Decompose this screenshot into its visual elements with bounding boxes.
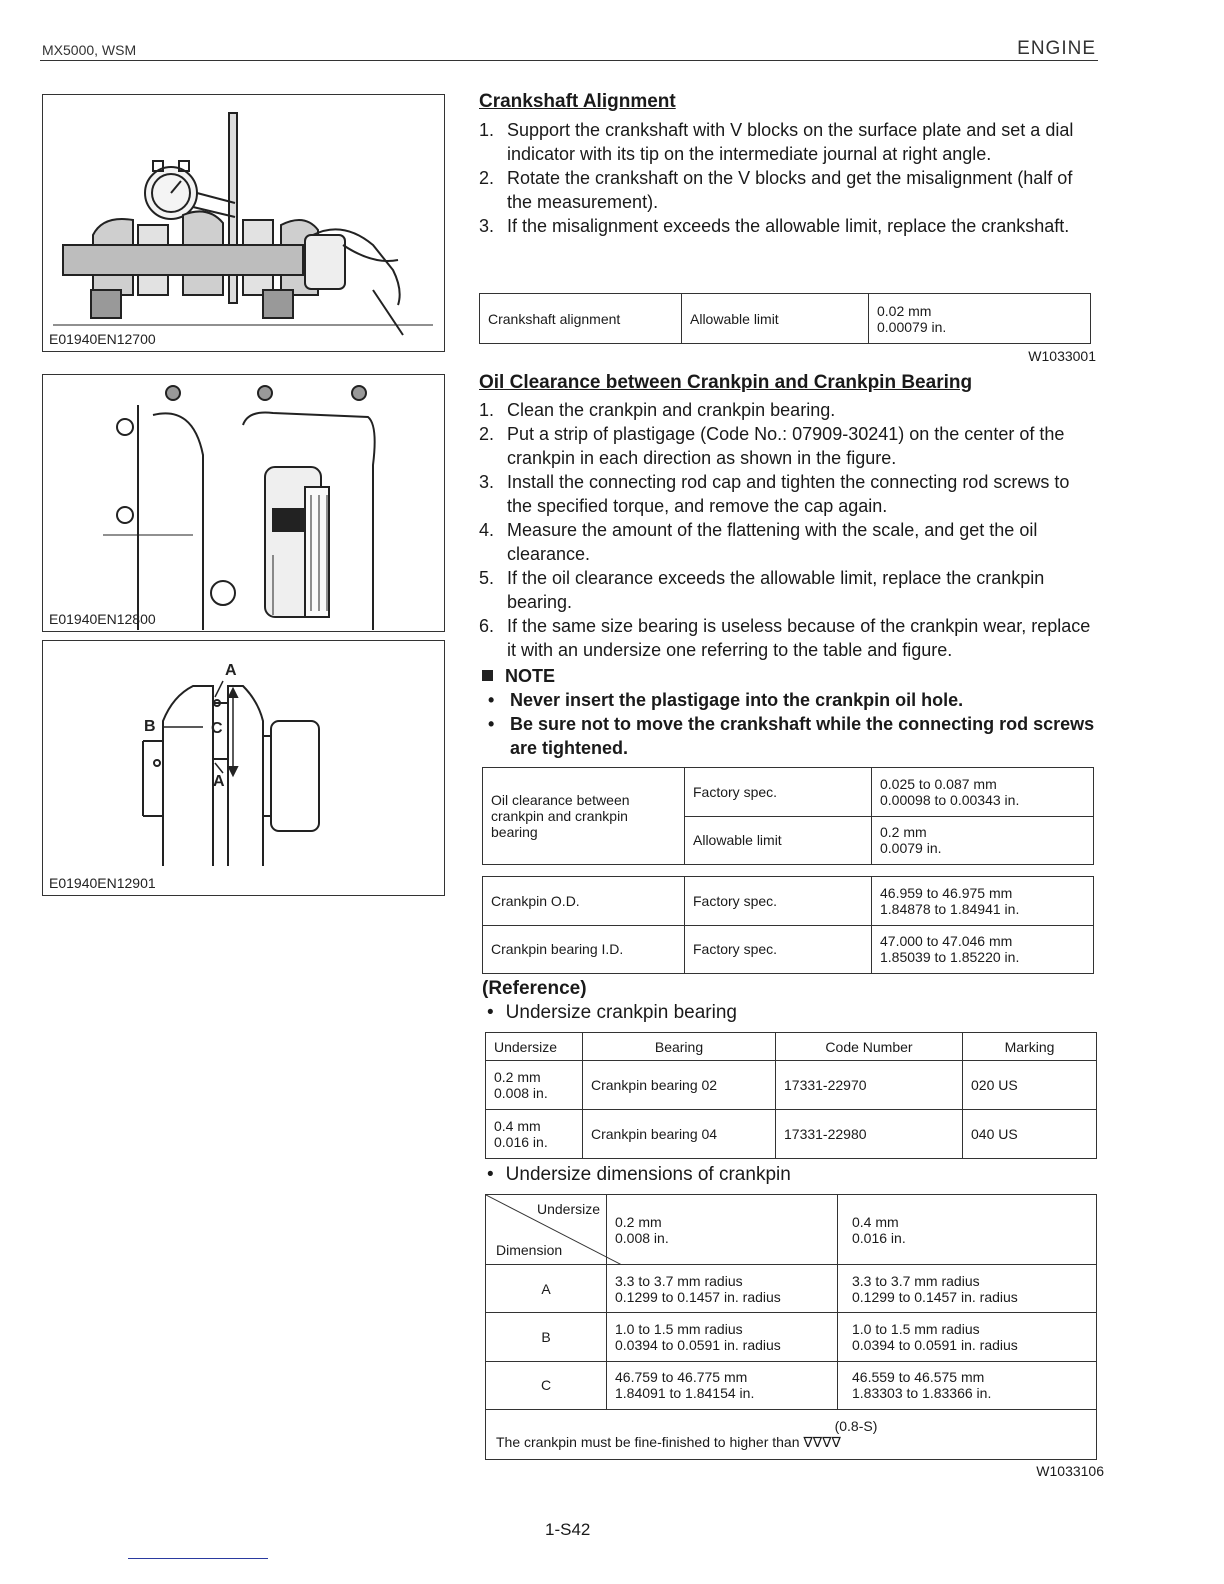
spec-value: 46.959 to 46.975 mm 1.84878 to 1.84941 in.: [872, 877, 1094, 926]
table-row: 0.4 mm 0.016 in. Crankpin bearing 04 17331-22980 040 US: [486, 1110, 1097, 1159]
note-item: • Never insert the plastigage into the crankpin oil hole.: [482, 688, 1102, 712]
spec-value: 0.2 mm 0.0079 in.: [872, 816, 1094, 865]
bullet-undersize-dimensions: • Undersize dimensions of crankpin: [487, 1164, 791, 1186]
step-item: 4. Measure the amount of the flattening with the scale, and get the oil clearance.: [479, 520, 1038, 564]
section-code: W1033106: [1036, 1463, 1104, 1479]
crankpin-spec-table: [482, 876, 1094, 974]
figure-crankshaft-alignment: [42, 94, 445, 352]
spec-type: Allowable limit: [682, 294, 869, 344]
step-item: 5. If the oil clearance exceeds the allowable limit, replace the crankpin bearing.: [479, 568, 1045, 612]
finish-note: The crankpin must be fine-finished to higher than ∇∇∇∇: [496, 1434, 841, 1450]
figure-plastigage: [42, 374, 445, 632]
spec-type: Allowable limit: [685, 816, 872, 865]
column-header: Code Number: [776, 1033, 963, 1061]
figure-crankpin-dimensions: [42, 640, 445, 896]
figure-code: E01940EN12700: [49, 331, 156, 347]
square-bullet-icon: [482, 670, 493, 681]
corner-cell: Undersize Dimension: [486, 1195, 607, 1265]
note-list: [482, 688, 1102, 760]
figure-code: E01940EN12901: [49, 875, 156, 891]
spec-item: Oil clearance between crankpin and crankpin bearing: [483, 768, 685, 865]
crankshaft-dial-illustration: [43, 95, 444, 351]
step-item: 1. Support the crankshaft with V blocks on the surface plate and set a dial indicator with its tip on the intermediate journal at right angle.: [479, 120, 1074, 164]
section-title-alignment: Crankshaft Alignment: [479, 91, 676, 112]
column-header: Marking: [963, 1033, 1097, 1061]
step-item: 2. Put a strip of plastigage (Code No.: 07909-30241) on the center of the crankpin in each direction as shown in the figure.: [479, 424, 1065, 468]
table-footer-row: [486, 1410, 1097, 1460]
label-c: C: [211, 720, 223, 737]
crankpin-dimension-illustration: [43, 641, 444, 895]
table-row: 0.2 mm 0.008 in. Crankpin bearing 02 17331-22970 020 US: [486, 1061, 1097, 1110]
column-header: Bearing: [583, 1033, 776, 1061]
table-row: B 1.0 to 1.5 mm radius 0.0394 to 0.0591 in. radius 1.0 to 1.5 mm radius 0.0394 to 0.0591 in. radius: [486, 1313, 1097, 1361]
spec-value: 47.000 to 47.046 mm 1.85039 to 1.85220 in.: [872, 925, 1094, 974]
oil-clearance-spec-table: [482, 767, 1094, 865]
section-code: W1033001: [1028, 348, 1096, 364]
step-item: 3. If the misalignment exceeds the allowable limit, replace the crankshaft.: [479, 216, 1070, 236]
note-heading: NOTE: [482, 666, 555, 687]
alignment-steps: [479, 118, 1097, 238]
figure-code: E01940EN12800: [49, 611, 156, 627]
table-row: A 3.3 to 3.7 mm radius 0.1299 to 0.1457 in. radius 3.3 to 3.7 mm radius 0.1299 to 0.1457 in. radius: [486, 1265, 1097, 1313]
label-a-top: A: [225, 662, 237, 679]
step-item: 3. Install the connecting rod cap and tighten the connecting rod screws to the specified torque, and remove the cap again.: [479, 472, 1070, 516]
page-number: 1-S42: [545, 1520, 591, 1539]
spec-value: 0.02 mm 0.00079 in.: [869, 294, 1091, 344]
plastigage-illustration: [43, 375, 444, 631]
label-a-bottom: A: [213, 773, 225, 790]
spec-value: 0.025 to 0.087 mm 0.00098 to 0.00343 in.: [872, 768, 1094, 817]
column-header: Undersize: [486, 1033, 583, 1061]
surface-roughness: (0.8-S): [834, 1418, 878, 1434]
footer-rule: [128, 1558, 268, 1559]
spec-item: Crankshaft alignment: [480, 294, 682, 344]
undersize-bearing-table: [485, 1032, 1097, 1159]
note-item: • Be sure not to move the crankshaft while the connecting rod screws are tightened.: [482, 712, 1102, 760]
spec-type: Factory spec.: [685, 768, 872, 817]
header-rule: [40, 60, 1098, 61]
alignment-spec-table: [479, 293, 1091, 344]
oil-clearance-steps: [479, 398, 1097, 662]
spec-type: Factory spec.: [685, 925, 872, 974]
spec-item: Crankpin O.D.: [483, 877, 685, 926]
step-item: 6. If the same size bearing is useless because of the crankpin wear, replace it with an undersize one referring to the table and figure.: [479, 616, 1091, 660]
label-b: B: [144, 718, 156, 735]
step-item: 1. Clean the crankpin and crankpin bearing.: [479, 400, 836, 420]
section-title-oil-clearance: Oil Clearance between Crankpin and Crankpin Bearing: [479, 372, 973, 393]
undersize-dimensions-table: Undersize Dimension 0.2 mm 0.008 in. 0.4 mm 0.016 in. A 3.3 to 3.7 mm radius 0.1299 to 0.1457 in. radius 3.3 to 3.7 mm radius 0.1299 to 0.1457 in. radius B 1.0 to 1.5 mm radius 0.0394 to 0.0591 in. radius 1.0 to 1.5 mm radius 0.0394 to 0.0591 in. radius C 46.759 to 46.775 mm 1.84091 to 1.84154 in. 46.559 to 46.575 mm 1.83303 to 1.83366 in. (0.8-S) The crankpin must be fine-finished to higher than ∇∇∇∇: [485, 1194, 1097, 1460]
manual-name: MX5000, WSM: [42, 42, 137, 58]
spec-type: Factory spec.: [685, 877, 872, 926]
section-name: ENGINE: [1017, 38, 1096, 59]
spec-item: Crankpin bearing I.D.: [483, 925, 685, 974]
table-row: C 46.759 to 46.775 mm 1.84091 to 1.84154 in. 46.559 to 46.575 mm 1.83303 to 1.83366 in.: [486, 1361, 1097, 1409]
bullet-undersize-bearing: • Undersize crankpin bearing: [487, 1002, 737, 1024]
step-item: 2. Rotate the crankshaft on the V blocks and get the misalignment (half of the measurement).: [479, 168, 1073, 212]
reference-heading: (Reference): [482, 978, 587, 999]
